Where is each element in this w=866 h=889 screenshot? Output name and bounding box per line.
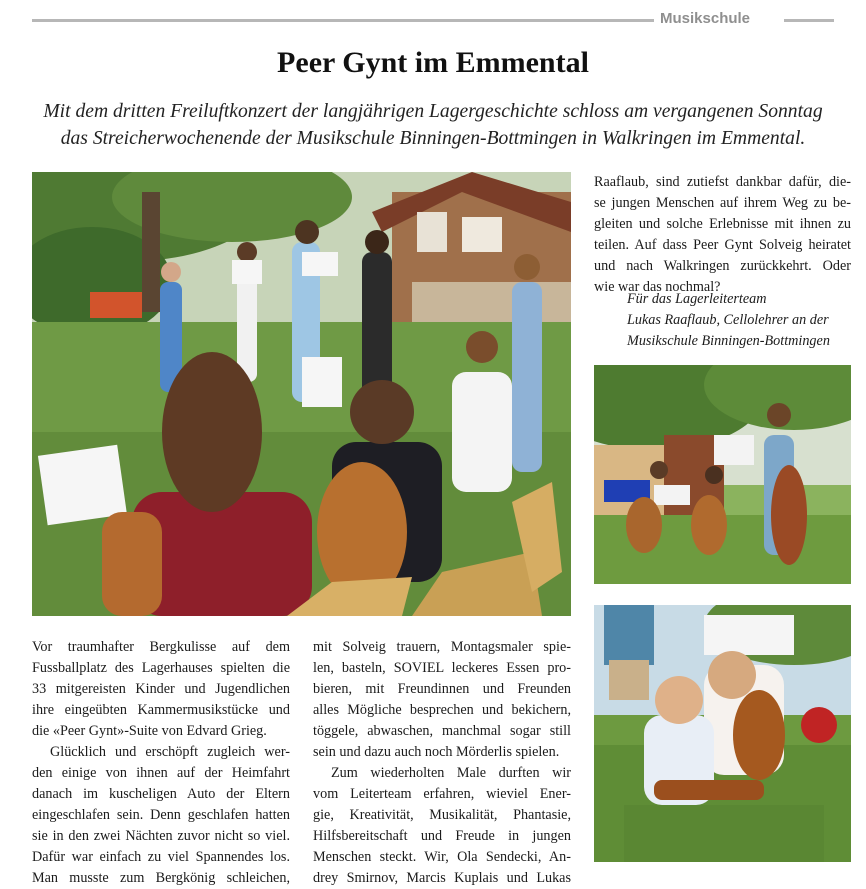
header-rule-right xyxy=(784,19,834,22)
photo-girls-violin xyxy=(594,605,851,862)
signature-line: Für das Lagerleiterteam xyxy=(627,291,767,307)
text-line: drey Smirnov, Marcis Kuplais und Lukas xyxy=(313,870,571,886)
text-line: len, basteln, SOVIEL leckeres Essen pro- xyxy=(313,660,571,676)
text-line: wie war das nochmal? xyxy=(594,279,721,295)
text-line: vom Leiterteam erfahren, wieviel Ener- xyxy=(313,786,571,802)
header-rule-left xyxy=(32,19,654,22)
text-line: bieren, mit Freundinnen und Freunden xyxy=(313,681,571,697)
article-lead xyxy=(30,98,836,152)
text-line: Glücklich und erschöpft zugleich wer- xyxy=(50,744,290,760)
text-line: Hilfsbereitschaft und Freude in jungen xyxy=(313,828,571,844)
text-line: gleiten und solche Erlebnisse mit ihnen zu xyxy=(594,216,851,232)
article-title: Peer Gynt im Emmental xyxy=(277,46,589,79)
text-line: alles Mögliche besprechen und bekichern, xyxy=(313,702,571,718)
text-line: und nach Walkringen zurückkehrt. Oder xyxy=(594,258,851,274)
signature xyxy=(627,289,830,352)
text-line: eingeschlafen sein. Denn geschlafen hatten xyxy=(32,807,290,823)
text-line: 33 mitgereisten Kinder und Jugendlichen xyxy=(32,681,290,697)
text-line: Dafür war einfach zu viel Spannendes los. xyxy=(32,849,290,865)
text-line: se jungen Menschen auf ihrem Weg zu be- xyxy=(594,195,851,211)
signature-line: Lukas Raaflaub, Cellolehrer an der xyxy=(627,312,829,328)
article-column-1 xyxy=(32,637,290,889)
main-photo xyxy=(32,172,571,616)
text-line: ihre eingeübten Kammermusikstücke und xyxy=(32,702,290,718)
lead-line: Mit dem dritten Freiluftkonzert der langjährigen Lagergeschichte schloss am vergangenen Sonntag xyxy=(43,101,823,122)
text-line: gie, Kreativität, Musikalität, Phantasie, xyxy=(313,807,571,823)
text-line: teilen. Auf dass Peer Gynt Solveig heiratet xyxy=(594,237,851,253)
text-line: Man musste zum Bergkönig schleichen, xyxy=(32,870,290,886)
text-line: die «Peer Gynt»-Suite von Edvard Grieg. xyxy=(32,723,267,739)
text-line: Raaflaub, sind zutiefst dankbar dafür, die- xyxy=(594,174,851,190)
lead-line: das Streicherwochenende der Musikschule Binningen-Bottmingen in Walkringen im Emmental. xyxy=(60,128,806,149)
signature-line: Musikschule Binningen-Bottmingen xyxy=(627,333,830,349)
article-column-3 xyxy=(594,172,851,298)
photo-cello-group xyxy=(594,365,851,584)
text-line: Zum wiederholten Male durften wir xyxy=(331,765,571,781)
text-line: Fussballplatz des Lagerhauses spielten die xyxy=(32,660,290,676)
text-line: sein und dazu auch noch Mörderlis spielen. xyxy=(313,744,560,760)
text-line: danach im kuscheligen Auto der Eltern xyxy=(32,786,290,802)
text-line: Menschen steckt. Wir, Ola Sendecki, An- xyxy=(313,849,571,865)
text-line: Vor traumhafter Bergkulisse auf dem xyxy=(32,639,290,655)
text-line: den einige von ihnen auf der Heimfahrt xyxy=(32,765,290,781)
section-label: Musikschule xyxy=(660,10,751,27)
text-line: sie in den zwei Nächten zuvor nicht so viel. xyxy=(32,828,290,844)
text-line: töggele, abwaschen, manchmal sogar still xyxy=(313,723,571,739)
article-column-2 xyxy=(313,637,571,889)
text-line: mit Solveig trauern, Montagsmaler spie- xyxy=(313,639,571,655)
